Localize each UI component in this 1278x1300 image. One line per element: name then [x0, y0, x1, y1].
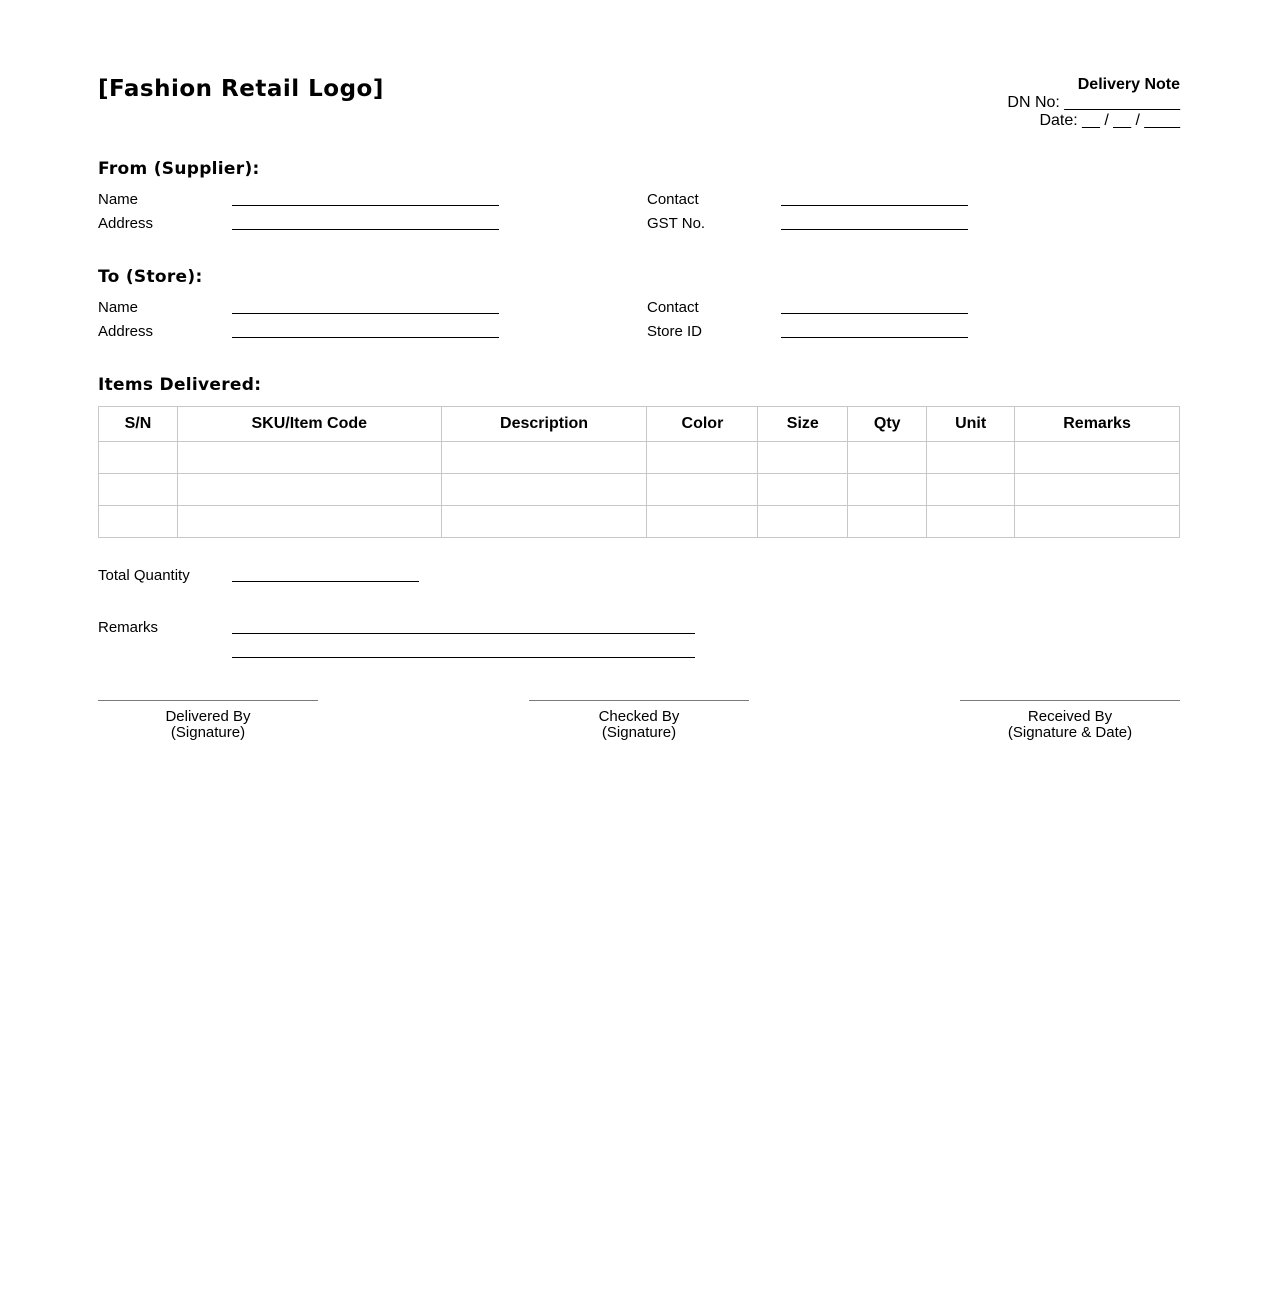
checked-by-label: Checked By [598, 708, 680, 725]
table-cell[interactable] [848, 442, 927, 474]
table-cell[interactable] [647, 474, 758, 506]
supplier-contact-label: Contact [647, 191, 699, 208]
supplier-address-line[interactable] [232, 229, 499, 230]
logo-placeholder: [Fashion Retail Logo] [98, 76, 384, 102]
table-cell[interactable] [647, 506, 758, 538]
table-cell[interactable] [758, 442, 848, 474]
supplier-name-label: Name [98, 191, 139, 208]
table-cell[interactable] [758, 506, 848, 538]
column-header-description: Description [441, 407, 647, 442]
document-title: Delivery Note [1077, 76, 1180, 93]
store-id-label: Store ID [647, 323, 703, 340]
received-by-caption [960, 709, 1180, 741]
checked-by-signature-line[interactable] [529, 700, 749, 701]
items-section-title: Items Delivered: [98, 375, 262, 395]
store-address-line[interactable] [232, 337, 499, 338]
table-cell[interactable] [1015, 442, 1180, 474]
table-row [99, 474, 1180, 506]
supplier-gst-line[interactable] [781, 229, 968, 230]
received-by-sublabel: (Signature & Date) [1007, 724, 1133, 741]
table-cell[interactable] [927, 442, 1015, 474]
table-row [99, 442, 1180, 474]
supplier-name-line[interactable] [232, 205, 499, 206]
supplier-section-title: From (Supplier): [98, 159, 260, 179]
received-by-label: Received By [1027, 708, 1113, 725]
delivered-by-label: Delivered By [165, 708, 251, 725]
received-by-signature-line[interactable] [960, 700, 1180, 701]
dn-number-field: DN No: _____________ [1007, 94, 1180, 111]
table-cell[interactable] [647, 442, 758, 474]
table-cell[interactable] [1015, 506, 1180, 538]
table-cell[interactable] [1015, 474, 1180, 506]
table-cell[interactable] [441, 474, 647, 506]
remarks-label: Remarks [98, 619, 159, 636]
table-cell[interactable] [441, 506, 647, 538]
delivered-by-caption [98, 709, 318, 741]
store-address-label: Address [98, 323, 154, 340]
remarks-line-1[interactable] [232, 633, 695, 634]
table-cell[interactable] [848, 506, 927, 538]
table-cell[interactable] [848, 474, 927, 506]
store-contact-line[interactable] [781, 313, 968, 314]
table-cell[interactable] [927, 474, 1015, 506]
column-header-remarks: Remarks [1015, 407, 1180, 442]
table-cell[interactable] [758, 474, 848, 506]
table-row [99, 506, 1180, 538]
table-cell[interactable] [99, 442, 178, 474]
items-table [98, 406, 1180, 538]
store-id-line[interactable] [781, 337, 968, 338]
column-header-sn: S/N [99, 407, 178, 442]
supplier-address-label: Address [98, 215, 154, 232]
supplier-gst-label: GST No. [647, 215, 706, 232]
table-header-row [99, 407, 1180, 442]
store-name-line[interactable] [232, 313, 499, 314]
delivered-by-signature-line[interactable] [98, 700, 318, 701]
remarks-line-2[interactable] [232, 657, 695, 658]
store-contact-label: Contact [647, 299, 699, 316]
total-quantity-line[interactable] [232, 581, 419, 582]
delivered-by-sublabel: (Signature) [170, 724, 246, 741]
table-cell[interactable] [99, 506, 178, 538]
checked-by-caption [529, 709, 749, 741]
table-cell[interactable] [99, 474, 178, 506]
table-cell[interactable] [177, 474, 441, 506]
column-header-qty: Qty [848, 407, 927, 442]
store-name-label: Name [98, 299, 139, 316]
column-header-sku: SKU/Item Code [177, 407, 441, 442]
total-quantity-label: Total Quantity [98, 567, 190, 584]
column-header-unit: Unit [927, 407, 1015, 442]
checked-by-sublabel: (Signature) [601, 724, 677, 741]
date-field: Date: __ / __ / ____ [1039, 112, 1180, 129]
store-section-title: To (Store): [98, 267, 203, 287]
table-cell[interactable] [441, 442, 647, 474]
table-cell[interactable] [177, 442, 441, 474]
column-header-color: Color [647, 407, 758, 442]
table-cell[interactable] [927, 506, 1015, 538]
supplier-contact-line[interactable] [781, 205, 968, 206]
column-header-size: Size [758, 407, 848, 442]
table-cell[interactable] [177, 506, 441, 538]
